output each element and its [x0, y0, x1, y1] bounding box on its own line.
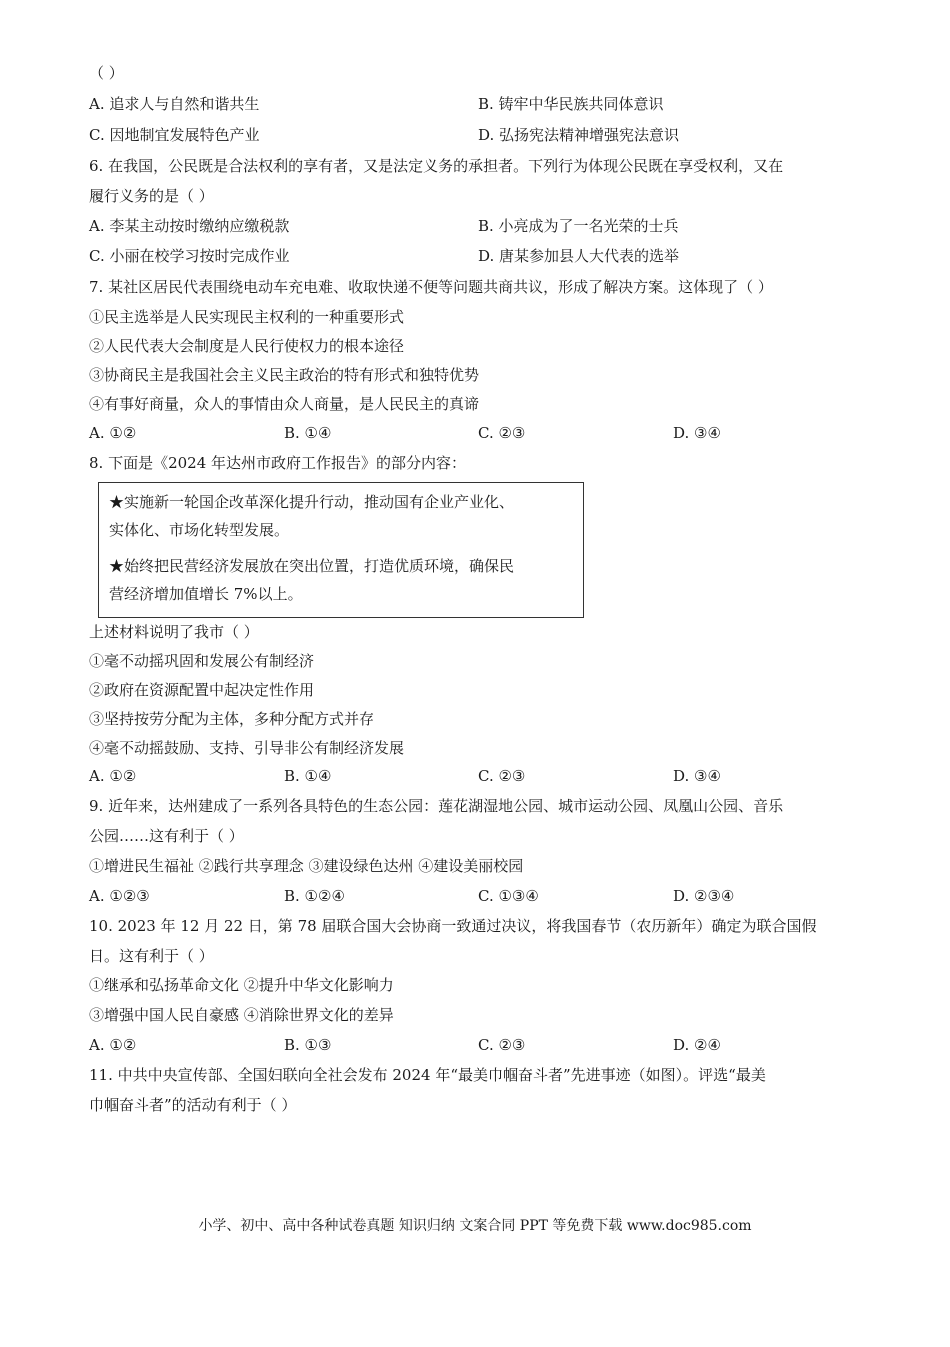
q5-option-d: D. 弘扬宪法精神增强宪法意识 — [478, 126, 680, 144]
q7-item-1: ①民主选举是人民实现民主权利的一种重要形式 — [89, 308, 405, 326]
q10-option-b: B. ①③ — [284, 1036, 332, 1054]
q7-option-b: B. ①④ — [284, 424, 332, 442]
q7-stem: 7. 某社区居民代表围绕电动车充电难、收取快递不便等问题共商共议，形成了解决方案。这体现了（ ） — [89, 278, 773, 296]
q8-box-item1-line2: 实体化、市场化转型发展。 — [109, 521, 290, 539]
q6-stem-line2: 履行义务的是（ ） — [89, 187, 214, 205]
q9-stem-line2: 公园……这有利于（ ） — [89, 827, 244, 845]
q5-option-a: A. 追求人与自然和谐共生 — [89, 95, 260, 113]
q8-question-stem: 上述材料说明了我市（ ） — [89, 623, 259, 641]
q6-option-a: A. 李某主动按时缴纳应缴税款 — [89, 217, 290, 235]
q10-option-a: A. ①② — [89, 1036, 137, 1054]
q8-item-4: ④毫不动摇鼓励、支持、引导非公有制经济发展 — [89, 739, 405, 757]
q9-option-d: D. ②③④ — [673, 887, 735, 905]
q10-option-d: D. ②④ — [673, 1036, 721, 1054]
q10-option-c: C. ②③ — [478, 1036, 526, 1054]
q10-stem-line1: 10. 2023 年 12 月 22 日，第 78 届联合国大会协商一致通过决议，将我国春节（农历新年）确定为联合国假 — [89, 917, 817, 935]
q8-material-box — [98, 482, 584, 618]
q7-option-a: A. ①② — [89, 424, 137, 442]
q6-stem-line1: 6. 在我国，公民既是合法权利的享有者，又是法定义务的承担者。下列行为体现公民既在享受权利，又在 — [89, 157, 784, 175]
q10-items-line1: ①继承和弘扬革命文化 ②提升中华文化影响力 — [89, 976, 394, 994]
q10-stem-line2: 日。这有利于（ ） — [89, 947, 214, 965]
q9-items: ①增进民生福祉 ②践行共享理念 ③建设绿色达州 ④建设美丽校园 — [89, 857, 524, 875]
q7-item-2: ②人民代表大会制度是人民行使权力的根本途径 — [89, 337, 405, 355]
q6-option-b: B. 小亮成为了一名光荣的士兵 — [478, 217, 679, 235]
q7-item-3: ③协商民主是我国社会主义民主政治的特有形式和独特优势 — [89, 366, 480, 384]
q5-option-c: C. 因地制宜发展特色产业 — [89, 126, 260, 144]
q8-stem-line1: 8. 下面是《2024 年达州市政府工作报告》的部分内容： — [89, 454, 467, 472]
q7-option-c: C. ②③ — [478, 424, 526, 442]
q6-option-c: C. 小丽在校学习按时完成作业 — [89, 247, 290, 265]
q8-item-2: ②政府在资源配置中起决定性作用 — [89, 681, 315, 699]
q11-stem-line1: 11. 中共中央宣传部、全国妇联向全社会发布 2024 年“最美巾帼奋斗者”先进事迹（如图）。评选“最美 — [89, 1066, 766, 1084]
q8-option-b: B. ①④ — [284, 767, 332, 785]
q8-option-d: D. ③④ — [673, 767, 721, 785]
q8-option-c: C. ②③ — [478, 767, 526, 785]
q8-option-a: A. ①② — [89, 767, 137, 785]
page-footer: 小学、初中、高中各种试卷真题 知识归纳 文案合同 PPT 等免费下载 www.doc985.com — [198, 1218, 752, 1234]
q9-option-a: A. ①②③ — [89, 887, 150, 905]
q9-option-c: C. ①③④ — [478, 887, 539, 905]
q9-stem-line1: 9. 近年来，达州建成了一系列各具特色的生态公园：莲花湖湿地公园、城市运动公园、凤凰山公园、音乐 — [89, 797, 784, 815]
q8-box-item2-line1: ★始终把民营经济发展放在突出位置，打造优质环境，确保民 — [109, 557, 515, 575]
q5-answer-paren: （ ） — [89, 64, 124, 82]
q8-item-1: ①毫不动摇巩固和发展公有制经济 — [89, 652, 315, 670]
q8-box-item2-line2: 营经济增加值增长 7%以上。 — [109, 585, 303, 603]
q7-option-d: D. ③④ — [673, 424, 721, 442]
q8-item-3: ③坚持按劳分配为主体，多种分配方式并存 — [89, 710, 375, 728]
q10-items-line2: ③增强中国人民自豪感 ④消除世界文化的差异 — [89, 1006, 394, 1024]
q5-option-b: B. 铸牢中华民族共同体意识 — [478, 95, 664, 113]
q7-item-4: ④有事好商量，众人的事情由众人商量，是人民民主的真谛 — [89, 395, 480, 413]
q9-option-b: B. ①②④ — [284, 887, 345, 905]
q8-box-item1-line1: ★实施新一轮国企改革深化提升行动，推动国有企业产业化、 — [109, 493, 515, 511]
q11-stem-line2: 巾帼奋斗者”的活动有利于（ ） — [89, 1096, 297, 1114]
q6-option-d: D. 唐某参加县人大代表的选举 — [478, 247, 680, 265]
